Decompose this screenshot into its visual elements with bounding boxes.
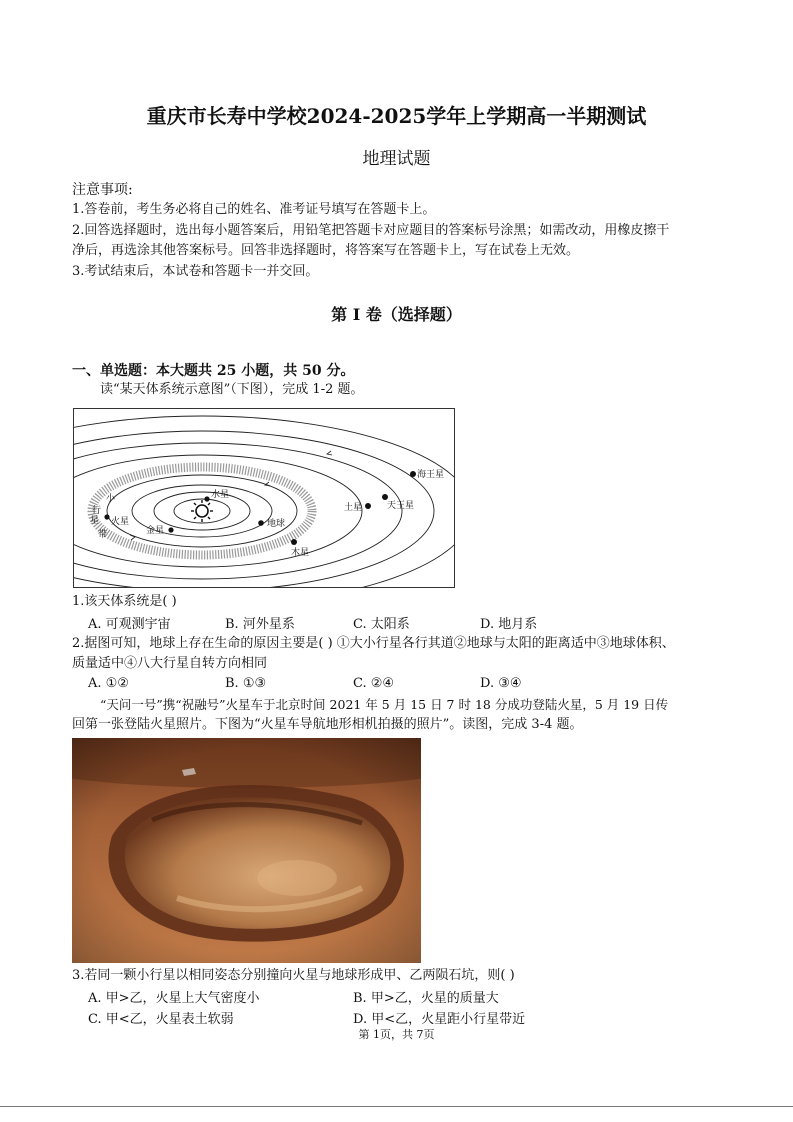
planet-earth [258,520,264,526]
planet-mercury [204,496,209,501]
label-asteroid-belt-1: 小 [106,494,116,504]
part1-intro: 读“某天体系统示意图”（下图），完成 1-2 题。 [100,382,364,397]
passage-line-2: 回第一张登陆火星照片。下图为“火星车导航地形相机拍摄的照片”。读图，完成 3-4 题。 [72,717,583,732]
planet-uranus [382,494,388,500]
q2-stem-line-1: 2.据图可知，地球上存在生命的原因主要是( ) ①大小行星各行其道②地球与太阳的距离适中③地球体积、 [72,636,675,651]
q1-option-b: B. 河外星系 [225,617,295,632]
mars-crater-svg [72,738,421,963]
label-jupiter: 木星 [291,548,310,558]
solar-system-diagram [73,408,455,588]
label-asteroid-belt-2: 行 [92,506,102,516]
q1-option-c: C. 太阳系 [353,617,410,632]
section-title: 第 I 卷（选择题） [331,305,462,324]
label-asteroid-belt-4: 带 [98,530,108,540]
planet-saturn [365,503,371,509]
solar-system-svg [74,409,454,587]
orbit-direction-arrow [130,535,135,540]
mars-crater-photo [72,738,421,963]
part1-heading: 一、单选题：本大题共 25 小题，共 50 分。 [72,363,355,379]
label-mercury: 水星 [211,490,230,500]
planet-venus [168,527,173,532]
q3-option-b: B. 甲>乙，火星的质量大 [353,991,499,1006]
label-uranus: 天王星 [387,501,415,511]
q2-option-c: C. ②④ [353,676,395,691]
q1-option-d: D. 地月系 [480,617,538,632]
q2-stem-line-2: 质量适中④八大行星自转方向相同 [72,656,268,671]
note-item-3: 3.考试结束后，本试卷和答题卡一并交回。 [72,264,319,279]
planet-jupiter [291,539,297,545]
label-earth: 地球 [267,519,286,529]
orbit-direction-arrow [327,451,332,455]
q3-option-d: D. 甲<乙，火星距小行星带近 [353,1012,526,1027]
q3-option-a: A. 甲>乙，火星上大气密度小 [88,991,260,1006]
q2-option-d: D. ③④ [480,676,522,691]
note-item-1: 1.答卷前，考生务必将自己的姓名、准考证号填写在答题卡上。 [72,202,436,217]
label-neptune: 海王星 [417,470,445,480]
q2-option-a: A. ①② [88,676,129,691]
planet-mars [104,514,109,519]
label-asteroid-belt-3: 星 [90,516,100,526]
q1-stem: 1.该天体系统是( ) [72,594,177,609]
q3-stem: 3.若同一颗小行星以相同姿态分别撞向火星与地球形成甲、乙两陨石坑，则( ) [72,968,515,983]
page-footer: 第 1页，共 7页 [358,1028,435,1041]
passage-line-1: “天问一号”携“祝融号”火星车于北京时间 2021 年 5 月 15 日 7 时 18 分成功登陆火星，5 月 19 日传 [100,697,669,712]
planet-neptune [410,471,416,477]
exam-title: 重庆市长寿中学校2024-2025学年上学期高一半期测试 [146,104,647,128]
label-venus: 金星 [146,526,165,536]
notes-heading: 注意事项: [72,182,133,198]
q2-option-b: B. ①③ [225,676,267,691]
exam-subtitle: 地理试题 [362,149,431,169]
sun-icon [191,500,213,522]
bottom-rule [0,1106,793,1107]
note-item-2-line-2: 净后，再选涂其他答案标号。回答非选择题时，将答案写在答题卡上，写在试卷上无效。 [72,243,580,258]
label-mars: 火星 [111,517,130,527]
label-saturn: 土星 [344,503,363,513]
q1-option-a: A. 可观测宇宙 [88,617,171,632]
q3-option-c: C. 甲<乙，火星表土软弱 [88,1012,234,1027]
note-item-2-line-1: 2.回答选择题时，选出每小题答案后，用铅笔把答题卡对应题目的答案标号涂黑；如需改动，用橡皮擦干 [72,223,670,238]
orbit-uranus [74,431,434,587]
